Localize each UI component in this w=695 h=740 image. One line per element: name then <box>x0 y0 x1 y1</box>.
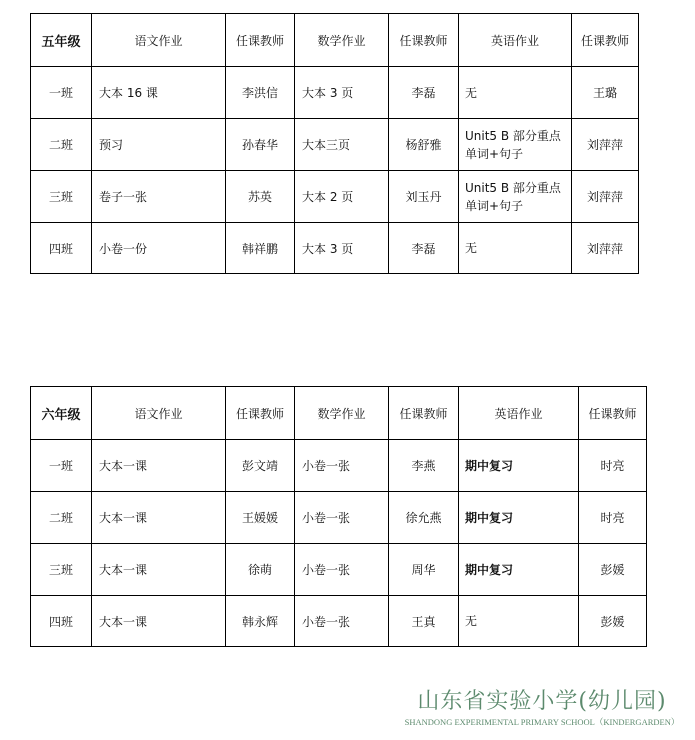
chinese-homework: 大本一课 <box>92 596 226 647</box>
chinese-homework: 预习 <box>92 119 226 171</box>
english-homework: 期中复习 <box>459 492 579 544</box>
english-homework: Unit5 B 部分重点单词+句子 <box>459 119 572 171</box>
english-teacher: 彭媛 <box>579 596 647 647</box>
school-name-english: SHANDONG EXPERIMENTAL PRIMARY SCHOOL（KINDERGARDEN） <box>404 717 680 727</box>
math-homework: 大本 3 页 <box>295 223 389 274</box>
table-row <box>31 223 639 274</box>
table-row <box>31 171 639 223</box>
class-name: 二班 <box>31 119 92 171</box>
english-teacher: 刘萍萍 <box>572 119 639 171</box>
chinese-teacher: 彭文靖 <box>226 440 295 492</box>
math-teacher: 杨舒雅 <box>389 119 459 171</box>
math-teacher: 李燕 <box>389 440 459 492</box>
math-teacher: 徐允燕 <box>389 492 459 544</box>
math-homework: 小卷一张 <box>295 492 389 544</box>
grade6-homework-table <box>30 386 647 647</box>
math-homework: 大本三页 <box>295 119 389 171</box>
english-homework: 期中复习 <box>459 544 579 596</box>
english-homework: 无 <box>459 596 579 647</box>
header-chinese-homework: 语文作业 <box>92 387 226 440</box>
math-teacher: 周华 <box>389 544 459 596</box>
class-name: 一班 <box>31 440 92 492</box>
chinese-homework: 大本一课 <box>92 492 226 544</box>
math-homework: 小卷一张 <box>295 596 389 647</box>
english-homework: 无 <box>459 67 572 119</box>
chinese-teacher: 韩永辉 <box>226 596 295 647</box>
english-homework: 无 <box>459 223 572 274</box>
header-math-homework: 数学作业 <box>295 14 389 67</box>
header-chinese-teacher: 任课教师 <box>226 387 295 440</box>
header-chinese-homework: 语文作业 <box>92 14 226 67</box>
header-english-teacher: 任课教师 <box>579 387 647 440</box>
math-teacher: 刘玉丹 <box>389 171 459 223</box>
table-row <box>31 440 647 492</box>
chinese-homework: 大本 16 课 <box>92 67 226 119</box>
grade5-homework-table <box>30 13 639 274</box>
math-teacher: 王真 <box>389 596 459 647</box>
school-name-chinese: 山东省实验小学(幼儿园) <box>417 689 667 714</box>
header-english-teacher: 任课教师 <box>572 14 639 67</box>
header-english-homework: 英语作业 <box>459 387 579 440</box>
class-name: 一班 <box>31 67 92 119</box>
chinese-teacher: 孙春华 <box>226 119 295 171</box>
math-homework: 小卷一张 <box>295 440 389 492</box>
english-teacher: 彭媛 <box>579 544 647 596</box>
header-math-teacher: 任课教师 <box>389 14 459 67</box>
table-row <box>31 492 647 544</box>
header-english-homework: 英语作业 <box>459 14 572 67</box>
header-math-homework: 数学作业 <box>295 387 389 440</box>
class-name: 二班 <box>31 492 92 544</box>
table-header-row <box>31 387 647 440</box>
english-teacher: 时亮 <box>579 440 647 492</box>
class-name: 三班 <box>31 171 92 223</box>
school-logo <box>394 688 690 728</box>
chinese-teacher: 苏英 <box>226 171 295 223</box>
math-homework: 大本 2 页 <box>295 171 389 223</box>
class-name: 四班 <box>31 596 92 647</box>
chinese-homework: 大本一课 <box>92 544 226 596</box>
table-row <box>31 596 647 647</box>
english-teacher: 王璐 <box>572 67 639 119</box>
math-teacher: 李磊 <box>389 223 459 274</box>
math-homework: 大本 3 页 <box>295 67 389 119</box>
chinese-homework: 大本一课 <box>92 440 226 492</box>
math-teacher: 李磊 <box>389 67 459 119</box>
table-row <box>31 67 639 119</box>
table-row <box>31 119 639 171</box>
header-chinese-teacher: 任课教师 <box>226 14 295 67</box>
english-teacher: 时亮 <box>579 492 647 544</box>
chinese-teacher: 徐萌 <box>226 544 295 596</box>
english-teacher: 刘萍萍 <box>572 171 639 223</box>
chinese-teacher: 韩祥鹏 <box>226 223 295 274</box>
grade-label: 六年级 <box>31 387 92 440</box>
header-math-teacher: 任课教师 <box>389 387 459 440</box>
class-name: 四班 <box>31 223 92 274</box>
table-header-row <box>31 14 639 67</box>
chinese-homework: 小卷一份 <box>92 223 226 274</box>
chinese-teacher: 李洪信 <box>226 67 295 119</box>
chinese-teacher: 王媛媛 <box>226 492 295 544</box>
table-row <box>31 544 647 596</box>
chinese-homework: 卷子一张 <box>92 171 226 223</box>
english-homework: Unit5 B 部分重点单词+句子 <box>459 171 572 223</box>
grade-label: 五年级 <box>31 14 92 67</box>
math-homework: 小卷一张 <box>295 544 389 596</box>
english-homework: 期中复习 <box>459 440 579 492</box>
english-teacher: 刘萍萍 <box>572 223 639 274</box>
class-name: 三班 <box>31 544 92 596</box>
